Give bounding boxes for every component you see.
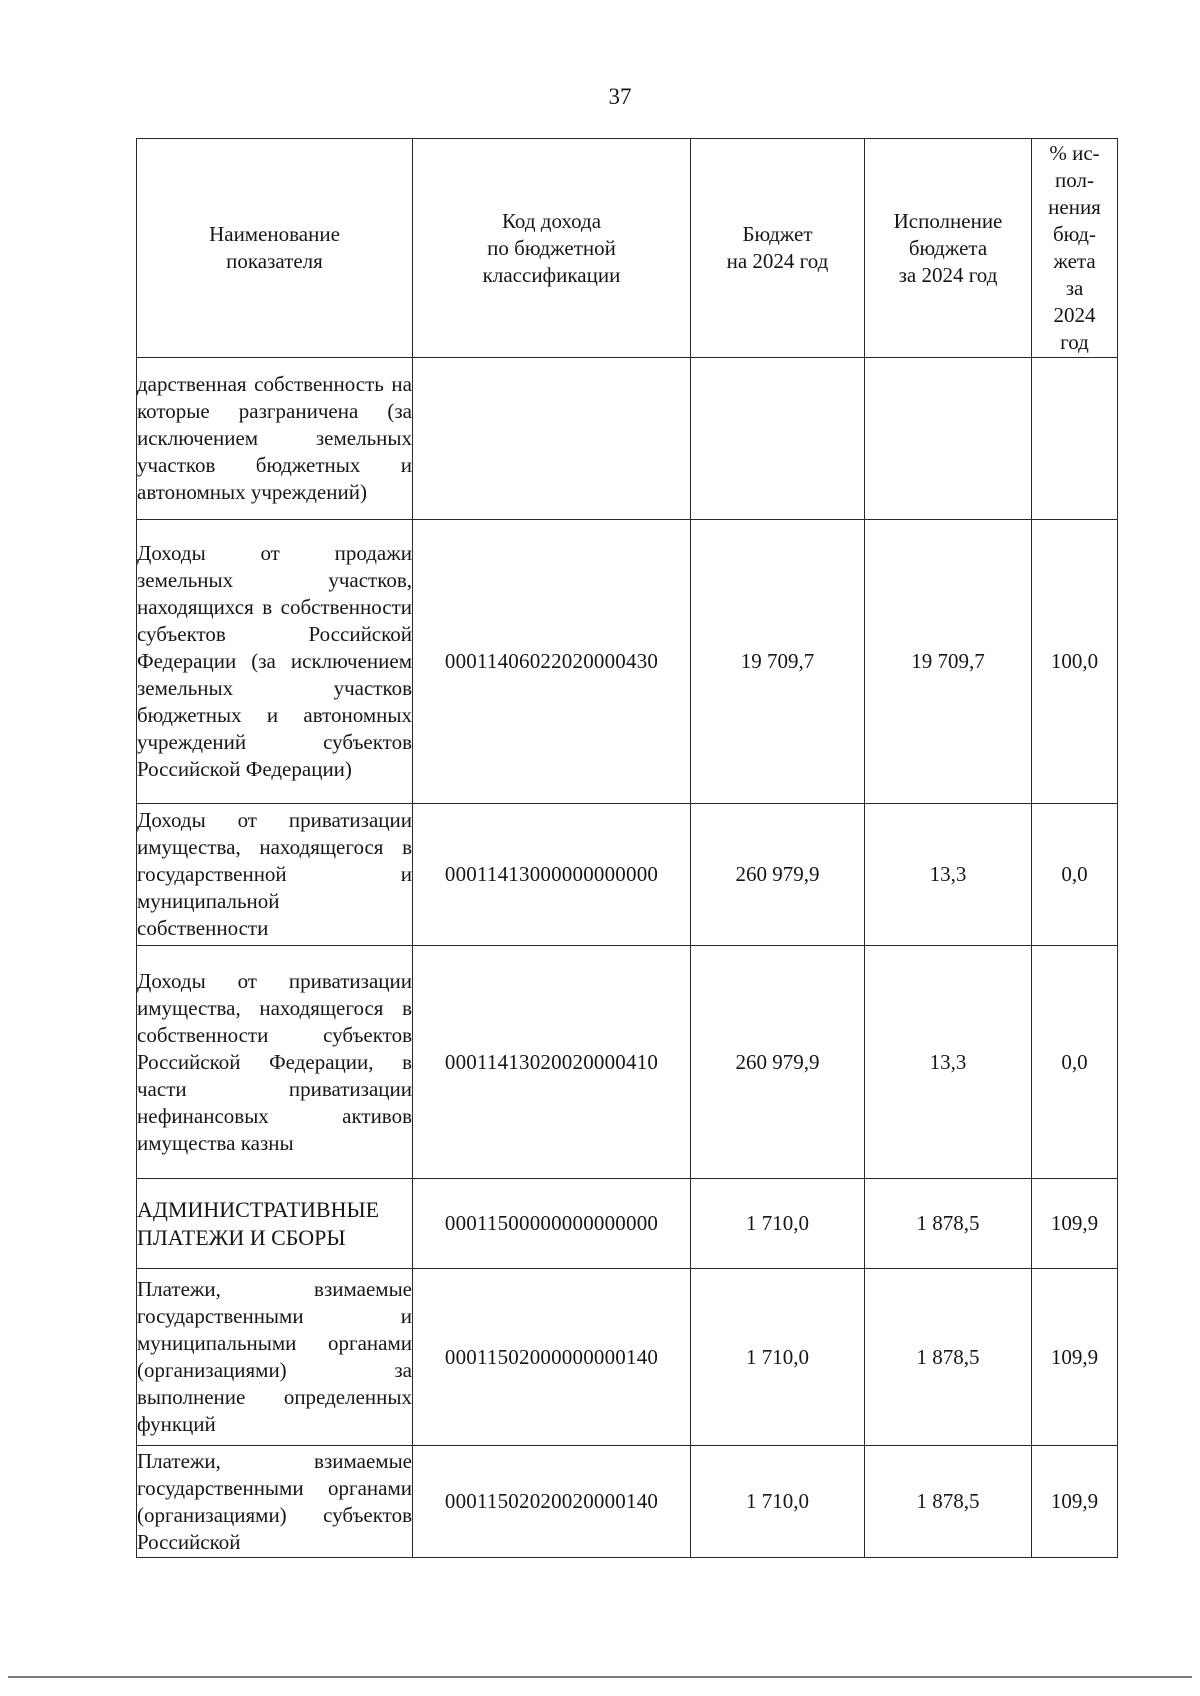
row-execution bbox=[865, 358, 1032, 520]
row-plan: 19 709,7 bbox=[691, 520, 865, 804]
table-row bbox=[137, 1446, 1118, 1558]
header-execution-percent: % ис- пол- нения бюд- жета за 2024 год bbox=[1032, 139, 1118, 358]
budget-income-table bbox=[136, 138, 1118, 1558]
row-plan: 260 979,9 bbox=[691, 946, 865, 1179]
row-execution: 13,3 bbox=[865, 946, 1032, 1179]
row-plan: 1 710,0 bbox=[691, 1269, 865, 1446]
row-execution: 1 878,5 bbox=[865, 1446, 1032, 1558]
table-row bbox=[137, 946, 1118, 1179]
table-row bbox=[137, 804, 1118, 946]
row-name: Платежи, взимаемые государственными и муниципальными органами (организациями) за выполнение определенных функций bbox=[137, 1269, 413, 1446]
row-code: 00011502000000000140 bbox=[413, 1269, 691, 1446]
header-execution-2024: Исполнение бюджета за 2024 год bbox=[865, 139, 1032, 358]
header-income-code: Код дохода по бюджетной классификации bbox=[413, 139, 691, 358]
row-percent bbox=[1032, 358, 1118, 520]
row-code: 00011413000000000000 bbox=[413, 804, 691, 946]
row-plan: 1 710,0 bbox=[691, 1446, 865, 1558]
row-name: Доходы от приватизации имущества, находящегося в собственности субъектов Российской Федерации, в части приватизации нефинансовых активов имущества казны bbox=[137, 946, 413, 1179]
row-percent: 109,9 bbox=[1032, 1179, 1118, 1269]
row-name: Платежи, взимаемые государственными органами (организациями) субъектов Российской bbox=[137, 1446, 413, 1558]
row-plan: 260 979,9 bbox=[691, 804, 865, 946]
row-name: Доходы от приватизации имущества, находящегося в государственной и муниципальной собственности bbox=[137, 804, 413, 946]
header-indicator-name: Наименование показателя bbox=[137, 139, 413, 358]
row-plan bbox=[691, 358, 865, 520]
row-name: АДМИНИСТРАТИВНЫЕ ПЛАТЕЖИ И СБОРЫ bbox=[137, 1179, 413, 1269]
row-code: 00011500000000000000 bbox=[413, 1179, 691, 1269]
scan-edge-divider bbox=[8, 1676, 1192, 1678]
row-percent: 0,0 bbox=[1032, 946, 1118, 1179]
table-row bbox=[137, 1179, 1118, 1269]
table-header-row bbox=[137, 139, 1118, 358]
row-percent: 0,0 bbox=[1032, 804, 1118, 946]
row-execution: 13,3 bbox=[865, 804, 1032, 946]
row-percent: 100,0 bbox=[1032, 520, 1118, 804]
page-number: 37 bbox=[608, 84, 632, 109]
row-percent: 109,9 bbox=[1032, 1269, 1118, 1446]
row-code: 00011413020020000410 bbox=[413, 946, 691, 1179]
row-execution: 1 878,5 bbox=[865, 1179, 1032, 1269]
row-execution: 19 709,7 bbox=[865, 520, 1032, 804]
table-row bbox=[137, 520, 1118, 804]
header-budget-2024: Бюджет на 2024 год bbox=[691, 139, 865, 358]
row-code: 00011502020020000140 bbox=[413, 1446, 691, 1558]
table-row bbox=[137, 1269, 1118, 1446]
row-execution: 1 878,5 bbox=[865, 1269, 1032, 1446]
row-percent: 109,9 bbox=[1032, 1446, 1118, 1558]
row-plan: 1 710,0 bbox=[691, 1179, 865, 1269]
table-row bbox=[137, 358, 1118, 520]
row-code bbox=[413, 358, 691, 520]
row-name: Доходы от продажи земельных участков, находящихся в собственности субъектов Российской Федерации (за исключением земельных участков бюджетных и автономных учреждений субъектов Российской Федерации) bbox=[137, 520, 413, 804]
row-code: 00011406022020000430 bbox=[413, 520, 691, 804]
row-name: дарственная собственность на которые разграничена (за исключением земельных участков бюджетных и автономных учреждений) bbox=[137, 358, 413, 520]
